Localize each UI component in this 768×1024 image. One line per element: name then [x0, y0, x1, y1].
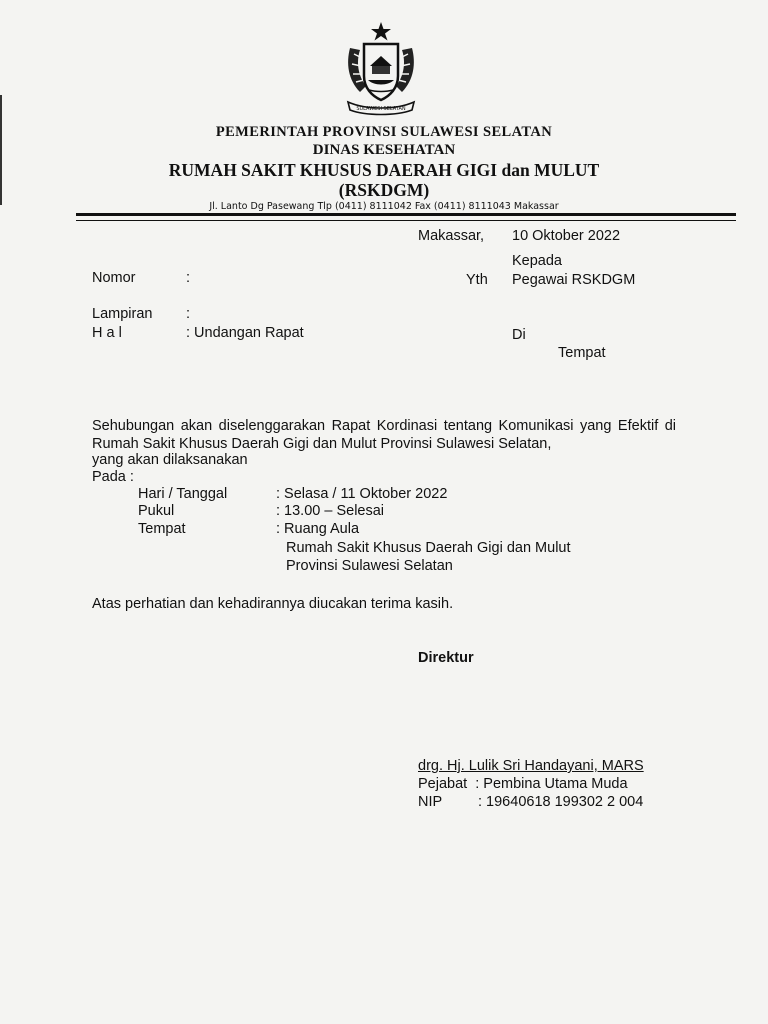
- place-line2: Rumah Sakit Khusus Daerah Gigi dan Mulut: [286, 540, 571, 556]
- lampiran-label: Lampiran: [92, 306, 153, 322]
- letter-place: Makassar,: [418, 228, 485, 244]
- body-paragraph: Sehubungan akan diselenggarakan Rapat Kordinasi tentang Komunikasi yang Efektif di Rumah Sakit Khusus Daerah Gigi dan Mulut Provinsi Sulawesi Selatan,: [92, 418, 676, 452]
- hal-value: : Undangan Rapat: [186, 325, 304, 341]
- detail-label-date: Hari / Tanggal: [138, 486, 228, 502]
- letter-date: 10 Oktober 2022: [512, 228, 621, 244]
- nomor-value: :: [186, 270, 191, 286]
- place-line3: Provinsi Sulawesi Selatan: [286, 558, 453, 574]
- detail-label-time: Pukul: [138, 503, 175, 519]
- letterhead-rule-thick: [76, 213, 736, 216]
- detail-value-time: : 13.00 – Selesai: [276, 503, 385, 519]
- nip-value: : 19640618 199302 2 004: [478, 794, 644, 810]
- svg-text:SULAWESI SELATAN: SULAWESI SELATAN: [356, 106, 406, 112]
- signature-rank: Pejabat : Pembina Utama Muda: [418, 776, 628, 792]
- pada-label: Pada :: [92, 469, 134, 485]
- closing-sentence: Atas perhatian dan kehadirannya diucakan terima kasih.: [92, 596, 454, 612]
- header-department: DINAS KESEHATAN: [312, 142, 456, 158]
- signature-name: drg. Hj. Lulik Sri Handayani, MARS: [418, 758, 644, 774]
- body-line3: yang akan dilaksanakan: [92, 452, 248, 468]
- header-hospital: RUMAH SAKIT KHUSUS DAERAH GIGI dan MULUT: [168, 160, 600, 180]
- detail-value-date: : Selasa / 11 Oktober 2022: [276, 486, 448, 502]
- nomor-label: Nomor: [92, 270, 136, 286]
- header-abbreviation: (RSKDGM): [338, 180, 430, 200]
- lampiran-value: :: [186, 306, 191, 322]
- recipient: Pegawai RSKDGM: [512, 272, 636, 288]
- detail-value-place: : Ruang Aula: [276, 521, 360, 537]
- detail-label-place: Tempat: [138, 521, 186, 537]
- kepada-label: Kepada: [512, 253, 562, 269]
- hal-label: H a l: [92, 325, 122, 341]
- provincial-emblem-icon: [336, 18, 426, 118]
- header-address: Jl. Lanto Dg Pasewang Tlp (0411) 8111042 Fax (0411) 8111043 Makassar: [209, 201, 559, 212]
- header-government: PEMERINTAH PROVINSI SULAWESI SELATAN: [215, 124, 553, 140]
- letterhead-rule-thin: [76, 220, 736, 221]
- tempat-label: Tempat: [558, 345, 606, 361]
- nip-label: NIP: [418, 794, 443, 810]
- yth-label: Yth: [466, 272, 488, 288]
- signature-title: Direktur: [418, 650, 474, 666]
- di-label: Di: [512, 327, 526, 343]
